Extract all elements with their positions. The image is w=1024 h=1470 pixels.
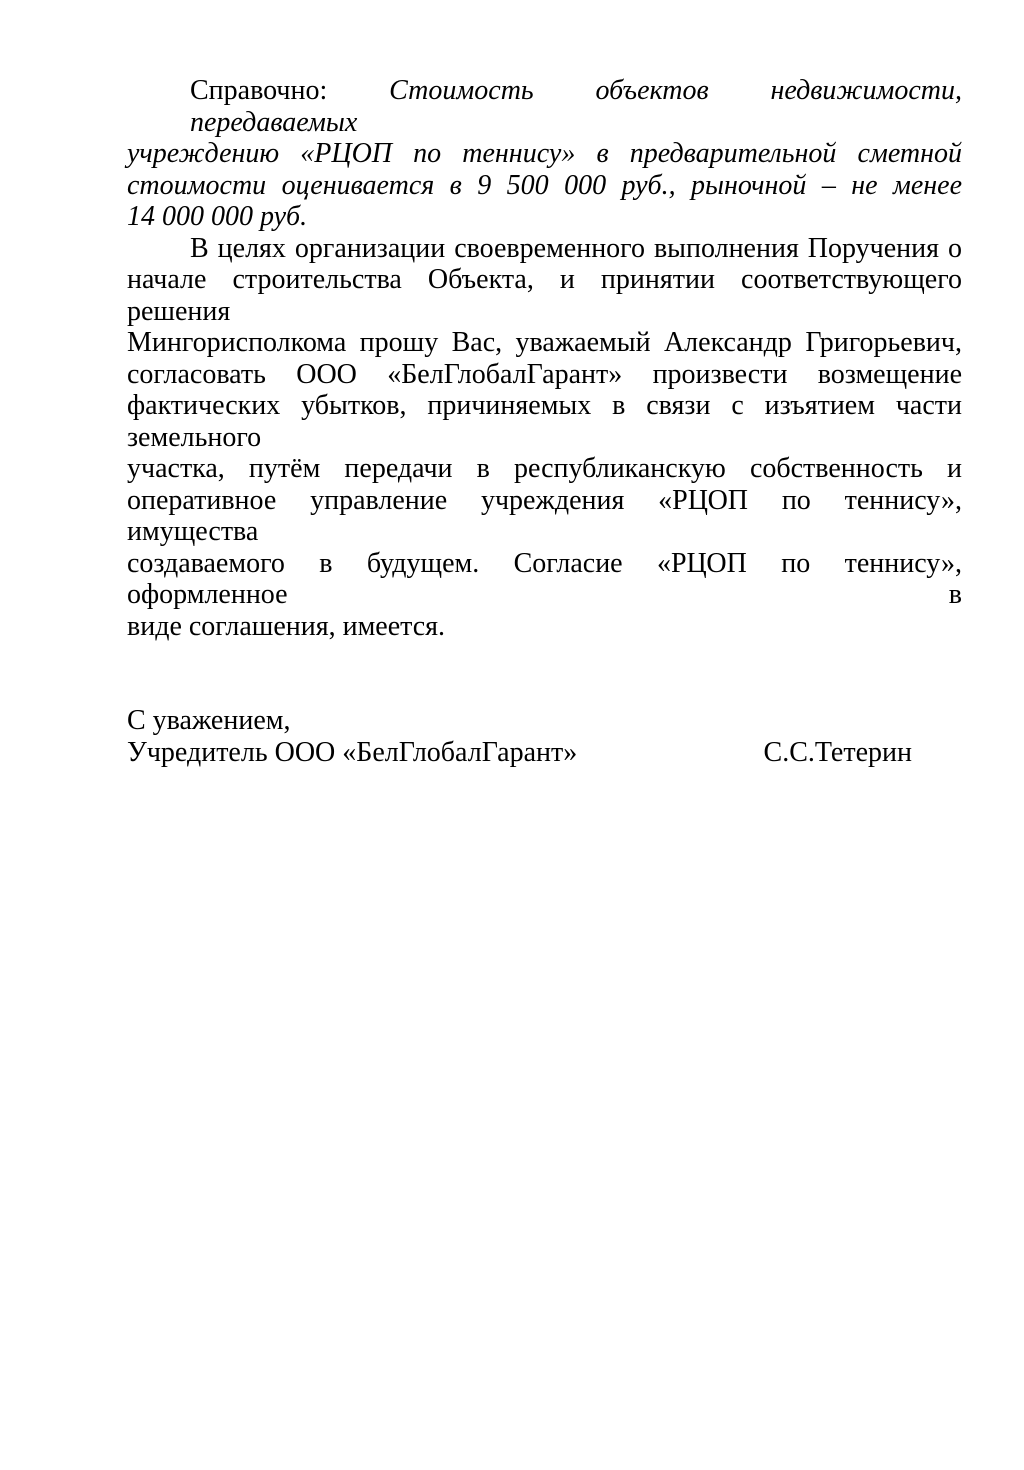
signer-name: С.С.Тетерин <box>763 736 912 768</box>
signer-title: Учредитель ООО «БелГлобалГарант» <box>127 736 578 768</box>
text-line <box>127 390 962 453</box>
text-segment: начале строительства Объекта, и принятии соответствующего решения <box>127 264 962 327</box>
text-segment: создаваемого в будущем. Согласие «РЦОП по теннису», оформленное в <box>127 547 962 610</box>
text-line <box>127 138 962 170</box>
text-line <box>127 611 962 643</box>
closing-block <box>127 705 962 768</box>
text-segment: согласовать ООО «БелГлобалГарант» произвести возмещение <box>127 358 962 390</box>
italic-text-segment: Стоимость объектов недвижимости, передаваемых <box>190 75 962 138</box>
text-segment: В целях организации своевременного выполнения Поручения о <box>190 232 962 264</box>
text-segment: виде соглашения, имеется. <box>127 610 446 642</box>
letter-body <box>127 75 962 768</box>
italic-text-segment: стоимости оценивается в 9 500 000 руб., рыночной – не менее <box>127 169 962 201</box>
text-line <box>127 75 962 138</box>
text-line <box>127 548 962 611</box>
closing-salutation: С уважением, <box>127 705 291 736</box>
text-segment: фактических убытков, причиняемых в связи с изъятием части земельного <box>127 390 962 453</box>
paragraph-request <box>127 233 962 643</box>
text-line <box>127 264 962 327</box>
text-segment: Справочно: <box>190 75 390 106</box>
italic-text-segment: 14 000 000 руб. <box>127 201 308 232</box>
text-line <box>127 485 962 548</box>
paragraph-reference-note <box>127 75 962 233</box>
text-line <box>127 233 962 265</box>
text-line <box>127 359 962 391</box>
signature-row <box>127 737 962 769</box>
text-line <box>127 201 962 233</box>
text-segment: участка, путём передачи в республиканскую собственность и <box>127 453 962 484</box>
text-line <box>127 170 962 202</box>
text-line <box>127 327 962 359</box>
text-segment: оперативное управление учреждения «РЦОП по теннису», имущества <box>127 484 962 547</box>
vertical-spacer <box>127 642 962 705</box>
italic-text-segment: учреждению «РЦОП по теннису» в предварительной сметной <box>127 138 962 169</box>
text-segment: Мингорисполкома прошу Вас, уважаемый Александр Григорьевич, <box>127 327 962 358</box>
text-line <box>127 453 962 485</box>
